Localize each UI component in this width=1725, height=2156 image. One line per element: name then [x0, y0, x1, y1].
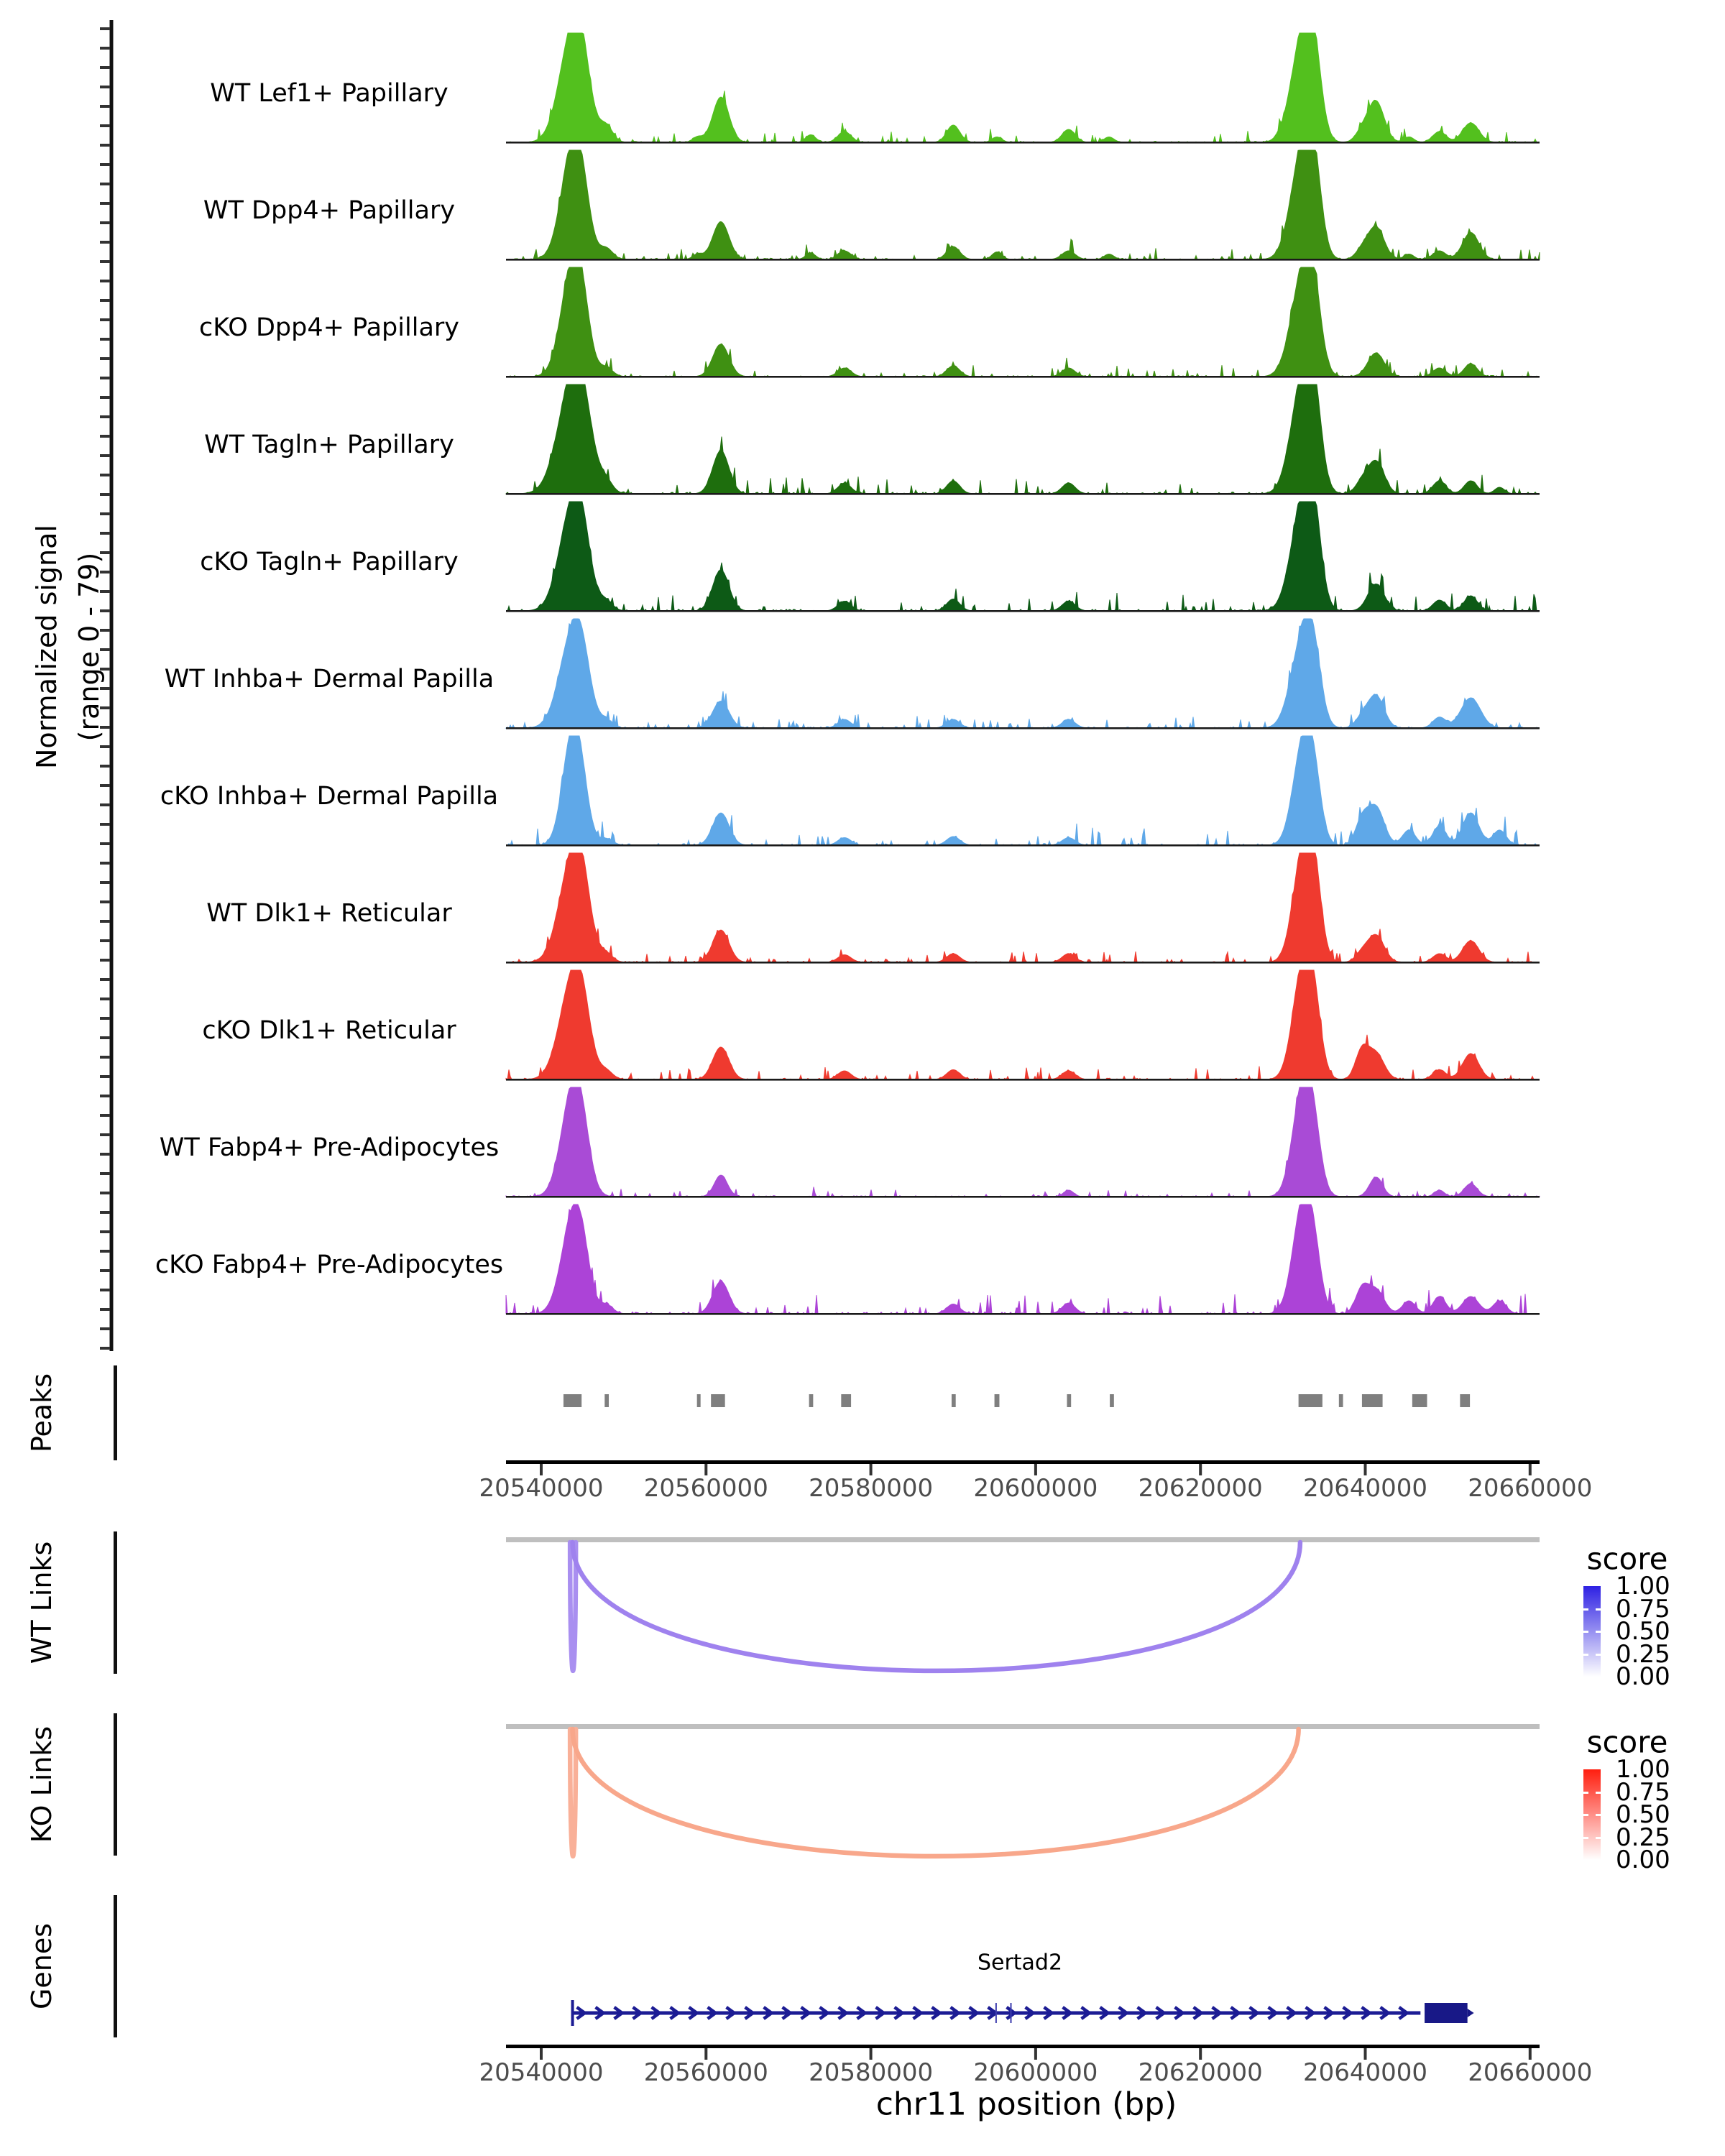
signal-y-axis-tick [100, 920, 110, 923]
signal-y-axis-tick [100, 1347, 110, 1350]
legend-bar-tick [1583, 1792, 1588, 1794]
genome-axis-tick-label: 20600000 [973, 2058, 1098, 2087]
signal-y-axis-tick [100, 163, 110, 166]
coverage-track-7 [506, 736, 1540, 845]
signal-y-axis-tick [100, 1327, 110, 1330]
score-legend-tick-label: 1.00 [1616, 1572, 1670, 1600]
gene-thin-exon [995, 2003, 997, 2023]
coverage-track-10 [506, 1087, 1540, 1197]
signal-y-axis-tick [100, 474, 110, 476]
peak-box [841, 1394, 851, 1407]
legend-bar-tick [1596, 1631, 1601, 1633]
signal-axis-label [26, 525, 111, 769]
score-legend-tick-label: 1.00 [1616, 1755, 1670, 1784]
signal-y-axis-tick [100, 124, 110, 127]
legend-bar-tick [1583, 1608, 1588, 1611]
signal-y-axis-tick [100, 144, 110, 147]
signal-y-axis-tick [100, 1172, 110, 1175]
signal-y-axis-tick [100, 299, 110, 302]
signal-y-axis-tick [100, 512, 110, 515]
track-baseline [506, 1196, 1540, 1198]
signal-y-axis-tick [100, 318, 110, 321]
signal-axis-label-line1: Normalized signal [31, 525, 63, 769]
peak-box [711, 1394, 724, 1407]
coverage-track-9 [506, 970, 1540, 1079]
signal-y-axis-tick [100, 280, 110, 282]
x-axis-title: chr11 position (bp) [875, 2086, 1177, 2123]
ko-score-gradient-bar [1583, 1769, 1601, 1860]
track-label-5: cKO Tagln+ Papillary [200, 548, 459, 576]
coverage-track-2 [506, 150, 1540, 259]
legend-bar-tick [1583, 1814, 1588, 1816]
signal-y-axis-tick [100, 823, 110, 826]
genome-axis-tick-label: 20580000 [809, 2058, 934, 2087]
track-label-8: WT Dlk1+ Reticular [206, 899, 452, 928]
track-label-4: WT Tagln+ Papillary [204, 430, 454, 459]
genome-axis-tick-label: 20640000 [1302, 1474, 1428, 1503]
genome-axis-line [506, 1460, 1540, 1464]
genome-axis-tick-label: 20600000 [973, 1474, 1098, 1503]
signal-y-axis-tick [100, 435, 110, 438]
ko-links-baseline [506, 1724, 1540, 1729]
legend-bar-tick [1596, 1837, 1601, 1839]
peak-box [1460, 1394, 1470, 1407]
signal-y-axis-tick [100, 338, 110, 341]
peak-box [952, 1394, 956, 1407]
coverage-track-3 [506, 267, 1540, 377]
coverage-track-6 [506, 619, 1540, 728]
wt-score-legend-title: score [1586, 1541, 1668, 1577]
signal-y-axis-tick [100, 1153, 110, 1156]
wt-links-arc-2 [573, 1542, 1300, 1671]
track-label-3: cKO Dpp4+ Papillary [199, 313, 459, 342]
track-label-9: cKO Dlk1+ Reticular [202, 1016, 456, 1045]
signal-y-axis-tick [100, 1095, 110, 1097]
signal-y-axis-tick [100, 1250, 110, 1253]
coverage-track-1 [506, 33, 1540, 142]
score-legend-tick-label: 0.50 [1616, 1800, 1670, 1829]
signal-y-axis-tick [100, 183, 110, 185]
peak-box [1339, 1394, 1343, 1407]
peaks-row-axis [114, 1365, 117, 1460]
coverage-track-5 [506, 502, 1540, 611]
score-legend-tick-label: 0.50 [1616, 1617, 1670, 1646]
ko-links-axis [114, 1713, 117, 1856]
peak-box [564, 1394, 581, 1407]
signal-y-axis-tick [100, 415, 110, 418]
signal-y-axis-tick [100, 900, 110, 903]
gene-exon-box [1425, 2003, 1468, 2023]
ko-links-arc-2 [573, 1729, 1299, 1856]
genes-row-axis [114, 1895, 117, 2037]
peak-box [1362, 1394, 1383, 1407]
signal-y-axis-tick [100, 784, 110, 787]
signal-y-axis-tick [100, 241, 110, 244]
signal-y-axis-tick [100, 1308, 110, 1311]
genome-axis-line [506, 2045, 1540, 2048]
track-label-1: WT Lef1+ Papillary [210, 79, 448, 108]
signal-y-axis-tick [100, 1056, 110, 1059]
score-legend-tick-label: 0.00 [1616, 1846, 1670, 1874]
peak-box [995, 1394, 1000, 1407]
track-baseline [506, 1313, 1540, 1315]
signal-y-axis-tick [100, 1017, 110, 1020]
signal-y-axis-tick [100, 1075, 110, 1078]
peak-box [697, 1394, 701, 1407]
signal-y-axis-tick [100, 27, 110, 30]
legend-bar-tick [1596, 1814, 1601, 1816]
track-baseline [506, 376, 1540, 378]
signal-y-axis-tick [100, 881, 110, 884]
peak-box [1110, 1394, 1114, 1407]
signal-y-axis-tick [100, 1192, 110, 1194]
genome-axis-tick-label: 20620000 [1138, 2058, 1263, 2087]
score-legend-tick-label: 0.75 [1616, 1594, 1670, 1623]
genome-axis-tick-label: 20560000 [643, 2058, 768, 2087]
peak-box [1299, 1394, 1322, 1407]
track-baseline [506, 1079, 1540, 1081]
signal-y-axis-tick [100, 1230, 110, 1233]
peaks-row-label: Peaks [26, 1373, 58, 1453]
signal-y-axis-tick [100, 66, 110, 69]
signal-y-axis-tick [100, 1269, 110, 1272]
signal-y-axis-tick [100, 1114, 110, 1117]
coverage-track-11 [506, 1204, 1540, 1314]
genome-axis-tick-label: 20540000 [479, 2058, 604, 2087]
peak-box [604, 1394, 609, 1407]
peak-box [1067, 1394, 1071, 1407]
score-legend-tick-label: 0.00 [1616, 1662, 1670, 1691]
signal-y-axis-tick [100, 939, 110, 942]
track-label-11: cKO Fabp4+ Pre-Adipocytes [155, 1250, 504, 1279]
signal-y-axis-tick [100, 105, 110, 108]
legend-bar-tick [1583, 1654, 1588, 1656]
peak-box [1412, 1394, 1427, 1407]
ko-links-row-label: KO Links [26, 1726, 58, 1843]
track-label-7: cKO Inhba+ Dermal Papilla [160, 782, 499, 811]
wt-score-gradient-bar [1583, 1586, 1601, 1677]
signal-y-axis-tick [100, 202, 110, 205]
signal-y-axis-tick [100, 978, 110, 981]
signal-y-axis-tick [100, 221, 110, 224]
legend-bar-tick [1583, 1631, 1588, 1633]
signal-y-axis-tick [100, 454, 110, 457]
track-baseline [506, 259, 1540, 261]
ko-score-legend-title: score [1586, 1724, 1668, 1760]
score-legend-tick-label: 0.25 [1616, 1823, 1670, 1852]
genome-axis-tick-label: 20660000 [1468, 2058, 1593, 2087]
genome-axis-tick-label: 20560000 [643, 1474, 768, 1503]
coverage-track-4 [506, 384, 1540, 494]
signal-y-axis-tick [100, 842, 110, 845]
signal-y-axis-tick [100, 959, 110, 962]
signal-y-axis-tick [100, 47, 110, 50]
track-baseline [506, 493, 1540, 495]
legend-bar-tick [1583, 1837, 1588, 1839]
genome-axis-tick-label: 20540000 [479, 1474, 604, 1503]
score-legend-tick-label: 0.25 [1616, 1639, 1670, 1669]
signal-y-axis-tick [100, 998, 110, 1000]
gene-end-arrow [1468, 2009, 1474, 2017]
genome-axis-tick-label: 20640000 [1302, 2058, 1428, 2087]
track-baseline [506, 142, 1540, 144]
signal-y-axis-tick [100, 1289, 110, 1291]
track-baseline [506, 727, 1540, 729]
signal-y-axis-tick [100, 260, 110, 263]
wt-links-axis [114, 1531, 117, 1674]
score-legend-tick-label: 0.75 [1616, 1777, 1670, 1807]
wt-links-row-label: WT Links [26, 1541, 58, 1664]
genes-row-label: Genes [26, 1922, 58, 2010]
legend-bar-tick [1596, 1654, 1601, 1656]
signal-y-axis-tick [100, 1133, 110, 1136]
gene-name-label: Sertad2 [977, 1950, 1063, 1976]
track-label-10: WT Fabp4+ Pre-Adipocytes [159, 1133, 500, 1162]
signal-y-axis-tick [100, 803, 110, 806]
track-baseline [506, 610, 1540, 612]
gene-thin-exon [1011, 2003, 1012, 2023]
signal-y-axis-tick [100, 493, 110, 496]
genome-axis-tick-label: 20580000 [809, 1474, 934, 1503]
coverage-track-8 [506, 853, 1540, 962]
genome-axis-tick-label: 20660000 [1468, 1474, 1593, 1503]
signal-y-axis-tick [100, 396, 110, 399]
signal-y-axis-tick [100, 357, 110, 360]
track-label-2: WT Dpp4+ Papillary [203, 196, 456, 225]
track-label-6: WT Inhba+ Dermal Papilla [164, 665, 494, 694]
signal-y-axis-tick [100, 86, 110, 88]
legend-bar-tick [1596, 1792, 1601, 1794]
genome-axis-tick-label: 20620000 [1138, 1474, 1263, 1503]
track-baseline [506, 962, 1540, 964]
wt-links-baseline [506, 1537, 1540, 1542]
signal-y-axis-tick [100, 377, 110, 379]
signal-y-axis-tick [100, 862, 110, 865]
signal-axis-label-line2: (range 0 - 79) [73, 552, 105, 742]
gene-tss-tick [571, 2000, 574, 2026]
signal-y-axis-tick [100, 1211, 110, 1214]
signal-y-axis-tick [100, 1036, 110, 1039]
peak-box [809, 1394, 814, 1407]
track-baseline [506, 844, 1540, 847]
legend-bar-tick [1596, 1608, 1601, 1611]
